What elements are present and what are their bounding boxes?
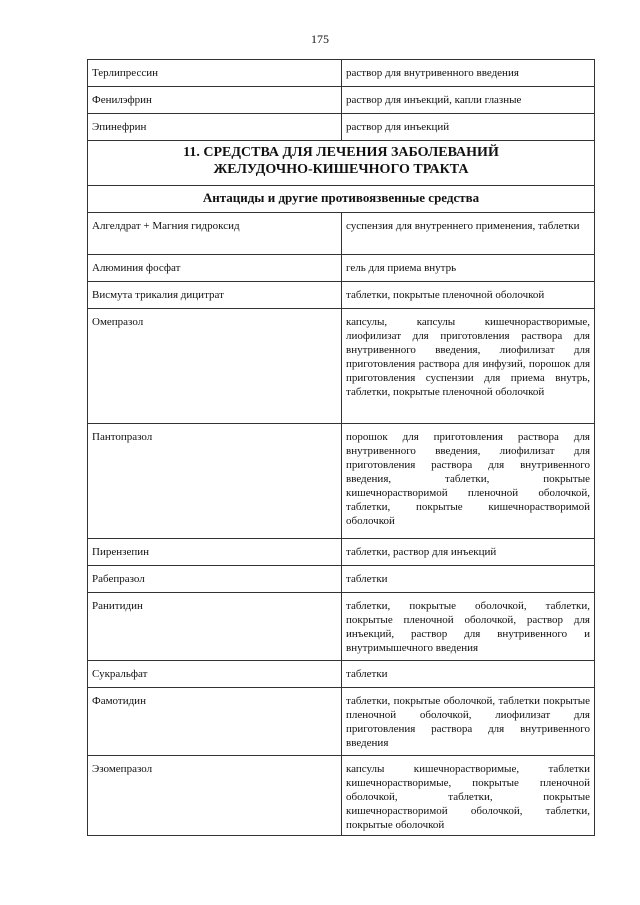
subsection-heading: Антациды и другие противоязвенные средства — [88, 186, 595, 213]
dosage-form-cell: таблетки — [342, 661, 595, 688]
dosage-form-cell: таблетки, покрытые пленочной оболочкой — [342, 282, 595, 309]
drug-name-cell: Алгелдрат + Магния гидроксид — [88, 213, 342, 255]
table-row — [88, 756, 595, 836]
dosage-form-cell: суспензия для внутреннего применения, таблетки — [342, 213, 595, 255]
drug-name-cell: Ранитидин — [88, 593, 342, 661]
dosage-form-cell: таблетки, раствор для инъекций — [342, 539, 595, 566]
drug-name-cell: Терлипрессин — [88, 60, 342, 87]
table-row — [88, 566, 595, 593]
drug-name-cell: Алюминия фосфат — [88, 255, 342, 282]
table-row — [88, 255, 595, 282]
dosage-form-cell: таблетки, покрытые оболочкой, таблетки покрытые пленочной оболочкой, лиофилизат для приготовления раствора для внутривенного введения — [342, 688, 595, 756]
dosage-form-cell: раствор для внутривенного введения — [342, 60, 595, 87]
table-row — [88, 282, 595, 309]
drug-name-cell: Омепразол — [88, 309, 342, 424]
table-row — [88, 688, 595, 756]
drug-table — [87, 59, 595, 836]
drug-name-cell: Пирензепин — [88, 539, 342, 566]
dosage-form-cell: раствор для инъекций — [342, 114, 595, 141]
table-row — [88, 593, 595, 661]
section-title-line-1: 11. СРЕДСТВА ДЛЯ ЛЕЧЕНИЯ ЗАБОЛЕВАНИЙ — [183, 145, 499, 160]
subsection-heading-row — [88, 186, 595, 213]
dosage-form-cell: таблетки, покрытые оболочкой, таблетки, покрытые пленочной оболочкой, раствор для инъекций, раствор для внутривенного и внутримышечного введения — [342, 593, 595, 661]
section-heading-row — [88, 141, 595, 186]
drug-name-cell: Сукральфат — [88, 661, 342, 688]
section-heading — [88, 141, 595, 186]
section-title-line-2: ЖЕЛУДОЧНО-КИШЕЧНОГО ТРАКТА — [213, 162, 469, 177]
drug-name-cell: Фенилэфрин — [88, 87, 342, 114]
dosage-form-cell: гель для приема внутрь — [342, 255, 595, 282]
table-row — [88, 661, 595, 688]
drug-name-cell: Рабепразол — [88, 566, 342, 593]
table-row — [88, 87, 595, 114]
table-row — [88, 60, 595, 87]
dosage-form-cell: раствор для инъекций, капли глазные — [342, 87, 595, 114]
dosage-form-cell: капсулы кишечнорастворимые, таблетки кишечнорастворимые, покрытые пленочной оболочкой, таблетки, покрытые кишечнорастворимой оболочкой, таблетки, покрытые оболочкой — [342, 756, 595, 836]
drug-name-cell: Висмута трикалия дицитрат — [88, 282, 342, 309]
dosage-form-cell: порошок для приготовления раствора для внутривенного введения, лиофилизат для приготовления раствора для внутривенного введения, таблетки, покрытые кишечнорастворимой пленочной оболочкой, таблетки, покрытые кишечнорастворимой оболочкой — [342, 424, 595, 539]
drug-name-cell: Эпинефрин — [88, 114, 342, 141]
table-row — [88, 114, 595, 141]
drug-name-cell: Фамотидин — [88, 688, 342, 756]
table-row — [88, 539, 595, 566]
page-number: 175 — [311, 32, 329, 46]
table-row — [88, 309, 595, 424]
table-row — [88, 213, 595, 255]
table-row — [88, 424, 595, 539]
dosage-form-cell: таблетки — [342, 566, 595, 593]
dosage-form-cell: капсулы, капсулы кишечнорастворимые, лиофилизат для приготовления раствора для внутривенного введения, лиофилизат для приготовления раствора для инфузий, порошок для приготовления суспензии для приема внутрь, таблетки, покрытые пленочной оболочкой — [342, 309, 595, 424]
drug-name-cell: Эзомепразол — [88, 756, 342, 836]
drug-name-cell: Пантопразол — [88, 424, 342, 539]
